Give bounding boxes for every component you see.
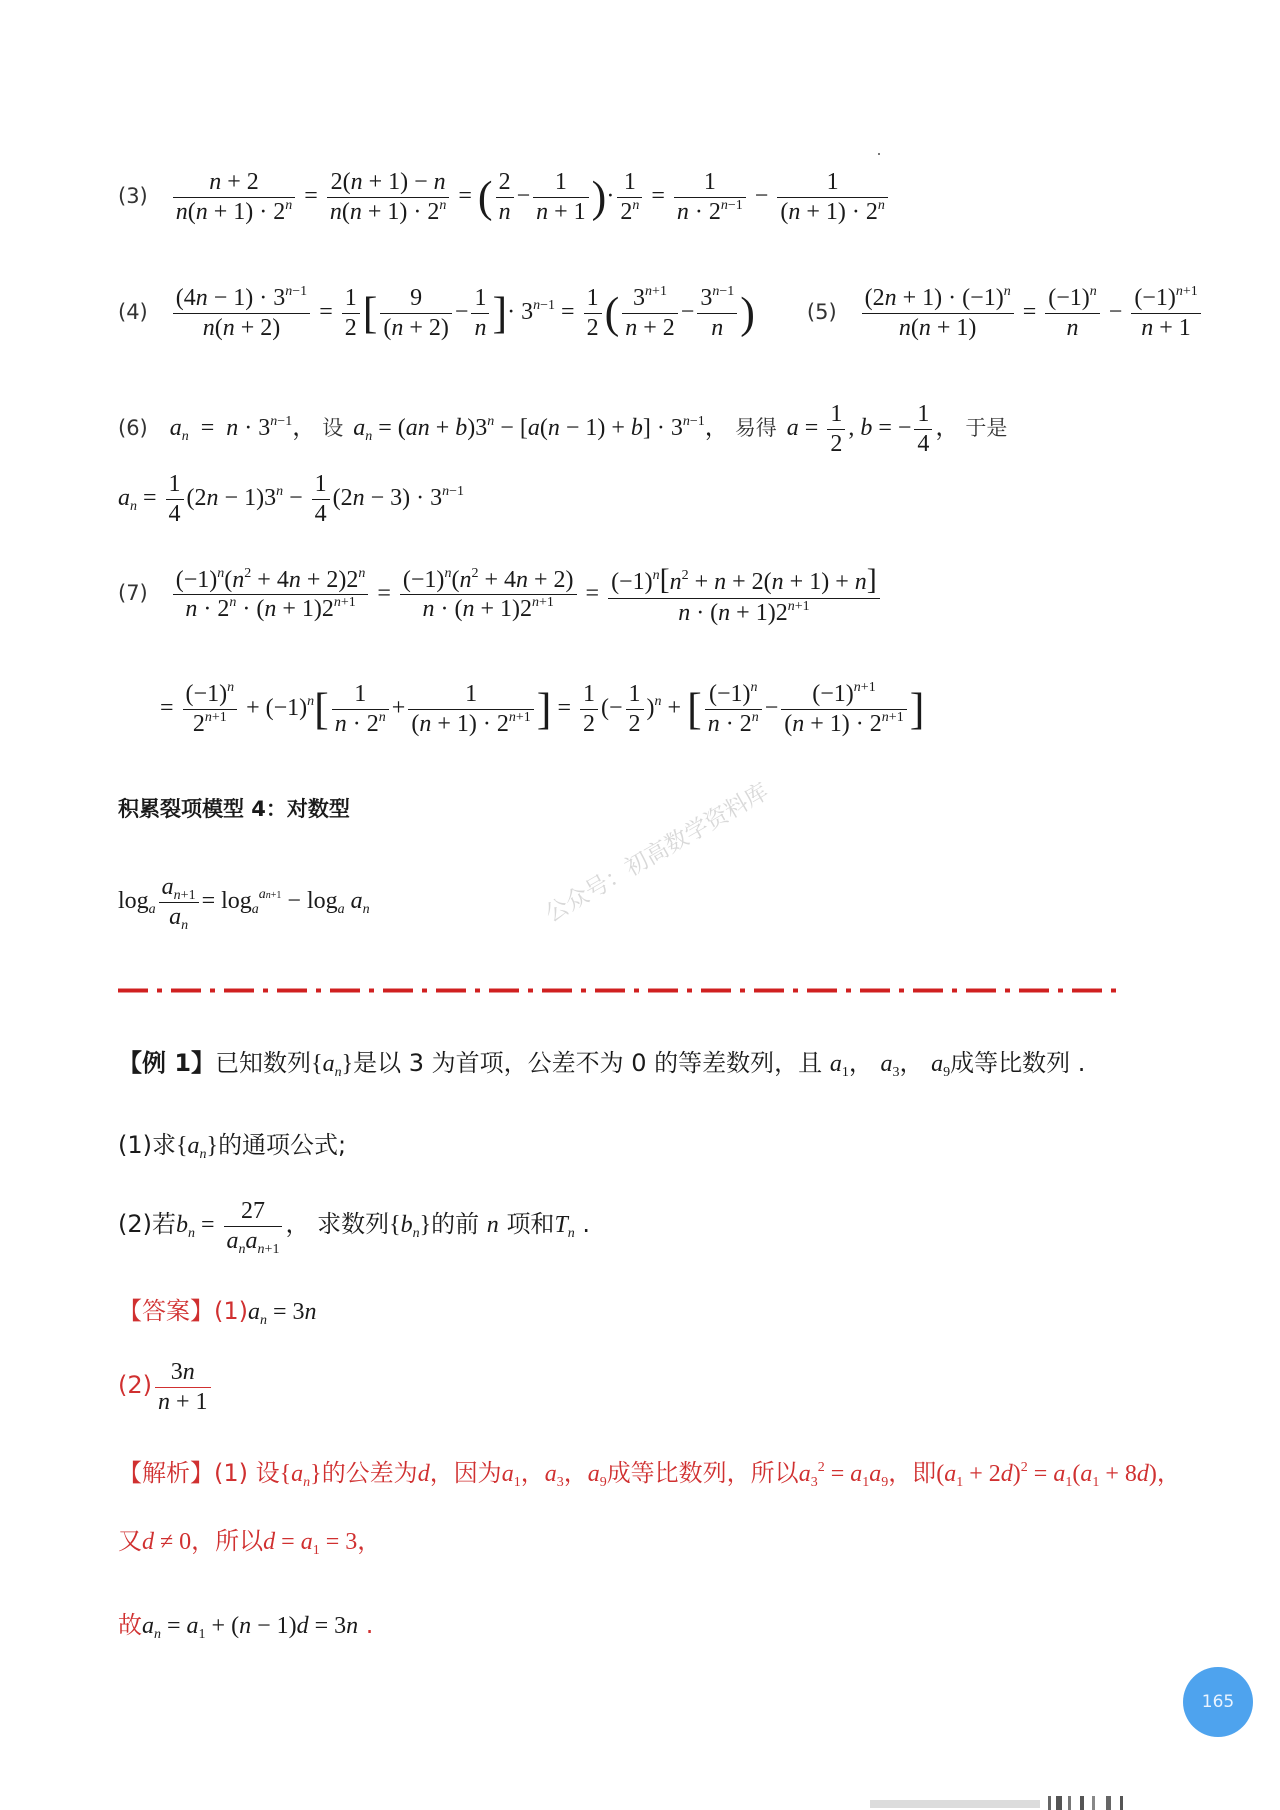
formula-4-5: (4) $\frac{(4n - 1) \cdot 3^{n-1}}{n(n + 2)}$ = $\frac{1}{2}$ [ $\frac{9}{(n + 2)}$ − $\frac{1}{n}$ ]· $3^{n-1}$ = $\frac{1}{2}$ ( $\frac{3^{n+1}}{n + 2}$ − $\frac{3^{n-1}}{n}$ ) (5) $\frac{(2n + 1) \cdot (-1)^n}{n(n + 1)}$ = $\frac{(-1)^n}{n}$ − $\frac{(-1)^{n+1}}{n + 1}$ bbox=[118, 284, 1204, 343]
answer-1: 【答案】$(1)a_n = 3n$ bbox=[118, 1297, 317, 1328]
analysis-line-3: 故$a_n = a_1 + (n - 1)d = 3n$ . bbox=[118, 1611, 374, 1642]
analysis-line-1: 【解析】(1) 设$\{a_n\}$的公差为d，因为$a_1$，$a_3$，$a_9$成等比数列，所以$a_3^2 = a_1a_9$，即$(a_1 + 2d)^2 = a_1(a_1 + 8d)$， bbox=[118, 1459, 1181, 1490]
formula-6-result: $a_n$ = $\frac{1}{4}$ $(2n - 1)3^n$ − $\frac{1}{4}$ $(2n - 3) \cdot 3^{n-1}$ bbox=[118, 471, 465, 527]
scan-lines-icon bbox=[870, 1796, 1270, 1810]
model-heading: 积累裂项模型 4：对数型 bbox=[118, 797, 350, 821]
answer-2: (2) $\frac{3n}{n + 1}$ bbox=[118, 1358, 214, 1417]
analysis-line-2: 又d ≠ 0，所以$d = a_1 = 3$， bbox=[118, 1527, 382, 1558]
question-2: (2)若$b_n$ = $\frac{27}{a_na_{n+1}}$ ， 求数列$\{b_n\}$的前 n 项和$T_n$ . bbox=[118, 1198, 591, 1257]
formula-7: (7) $\frac{(-1)^n(n^2 + 4n + 2)2^n}{n \cdot 2^n \cdot (n + 1)2^{n+1}}$ = $\frac{(-1)^n(n^2 + 4n + 2)}{n \cdot (n + 1)2^{n+1}}$ = $\frac{(-1)^n[n^2 + n + 2(n + 1) + n]}{n \cdot (n + 1)2^{n+1}}$ bbox=[118, 562, 883, 628]
question-1: (1)求$\{a_n\}$的通项公式; bbox=[118, 1131, 347, 1162]
formula-3: (3) $\frac{n + 2}{n(n + 1) \cdot 2^n}$ = $\frac{2(n + 1) - n}{n(n + 1) \cdot 2^n}$ = ( $\frac{2}{n}$ − $\frac{1}{n + 1}$ )· $\frac{1}{2^n}$ = $\frac{1}{n \cdot 2^{n-1}}$ − $\frac{1}{(n + 1) \cdot 2^n}$ bbox=[118, 168, 891, 227]
example-stem: 【例 1】已知数列$\{a_n\}$是以 3 为首项，公差不为 0 的等差数列，且 $a_1$， $a_3$， $a_9$成等比数列 . bbox=[118, 1049, 1086, 1080]
formula-7-continued: = $\frac{(-1)^n}{2^{n+1}}$ + $(-1)^n$[ $\frac{1}{n \cdot 2^n}$ + $\frac{1}{(n + 1) \cdot 2^{n+1}}$ ] = $\frac{1}{2}$ (− $\frac{1}{2}$ )$^n$ + [ $\frac{(-1)^n}{n \cdot 2^n}$ − $\frac{(-1)^{n+1}}{(n + 1) \cdot 2^{n+1}}$ ] bbox=[160, 680, 925, 737]
log-formula: $\log_a$ $\frac{a_{n+1}}{a_n}$ = $\log_a^{an+1} - \log_a a_n$ bbox=[118, 874, 370, 933]
watermark: 公众号：初高数学资料库 bbox=[541, 778, 774, 928]
dash-dot-divider bbox=[118, 988, 1120, 993]
stray-dot bbox=[878, 153, 880, 155]
page-number-badge: 165 bbox=[1183, 1667, 1253, 1737]
formula-6: (6) $a_n = n \cdot 3^{n-1}$， 设 $a_n = (an + b)3^n - [a(n - 1) + b] \cdot 3^{n-1}$， 易得 a = $\frac{1}{2}$ , b = − $\frac{1}{4}$ ， 于是 bbox=[118, 401, 1008, 457]
